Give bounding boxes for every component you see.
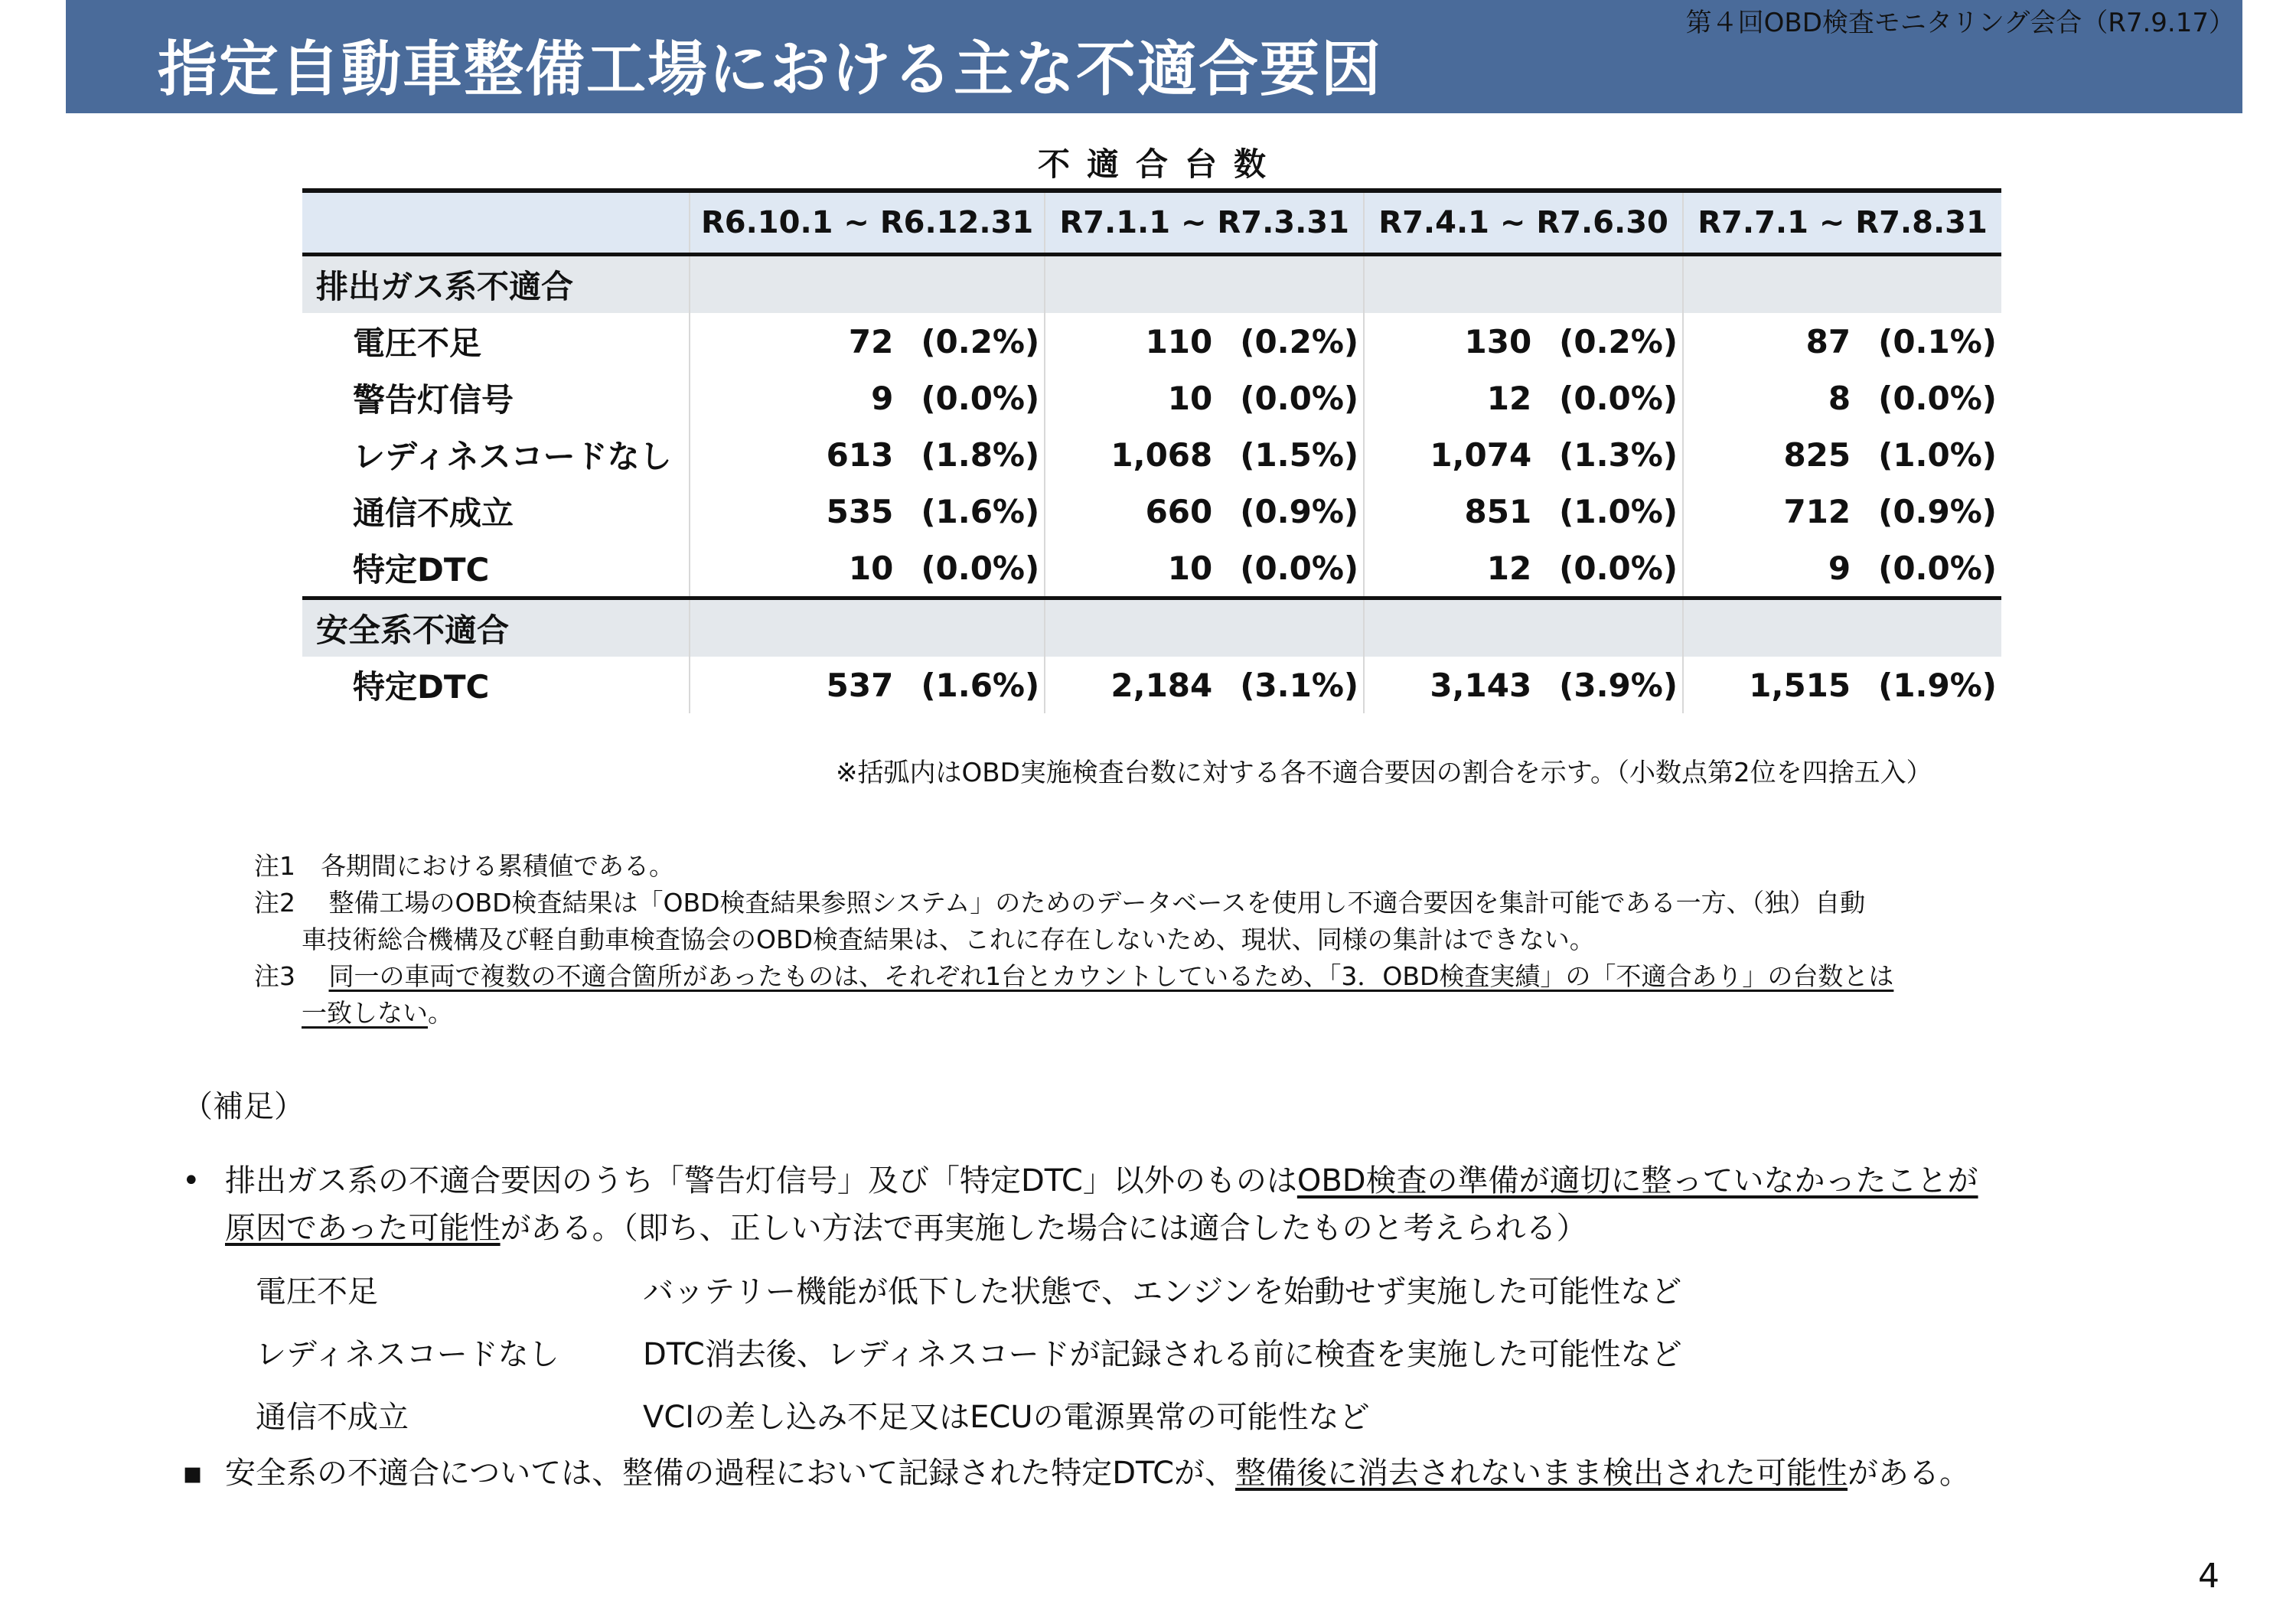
count-value: 10 bbox=[1167, 379, 1213, 417]
count-value: 851 bbox=[1464, 492, 1532, 530]
note-3-end: 。 bbox=[428, 998, 453, 1028]
count-value: 535 bbox=[826, 492, 894, 530]
detail-term: 通信不成立 bbox=[256, 1400, 409, 1435]
percent-value: (1.0%) bbox=[1878, 435, 1997, 474]
detail-description: バッテリー機能が低下した状態で、エンジンを始動せず実施した可能性など bbox=[643, 1274, 1682, 1309]
meeting-label: 第４回OBD検査モニタリング会合（R7.9.17） bbox=[1685, 8, 2235, 38]
bullet-2-text: 安全系の不適合については、整備の過程において記録された特定DTCが、 bbox=[225, 1456, 1236, 1491]
table-cell bbox=[1683, 426, 2001, 483]
percent-value: (3.1%) bbox=[1240, 666, 1359, 704]
bullet-icon: • bbox=[182, 1163, 201, 1198]
table-cell bbox=[1045, 313, 1364, 370]
row-label: 警告灯信号 bbox=[353, 381, 514, 419]
empty-cell bbox=[1683, 255, 2001, 314]
percent-value: (1.0%) bbox=[1559, 492, 1678, 530]
row-label: 特定DTC bbox=[353, 668, 490, 706]
table-row bbox=[302, 540, 2001, 598]
count-value: 712 bbox=[1783, 492, 1851, 530]
count-value: 9 bbox=[1828, 549, 1851, 587]
percent-value: (0.2%) bbox=[1559, 322, 1678, 360]
count-value: 613 bbox=[826, 435, 894, 474]
detail-description: VCIの差し込み不足又はECUの電源異常の可能性など bbox=[643, 1400, 1370, 1435]
notes-block bbox=[254, 848, 1893, 1032]
count-value: 1,515 bbox=[1749, 666, 1851, 704]
row-label: 特定DTC bbox=[353, 551, 490, 589]
table-cell bbox=[690, 426, 1045, 483]
nonconformity-table bbox=[302, 188, 2001, 713]
table-cell bbox=[1364, 426, 1683, 483]
bullet-1-emphasis: OBD検査の準備が適切に整っていなかったことが bbox=[1296, 1163, 1978, 1198]
period-header: R6.10.1 ~ R6.12.31 bbox=[690, 191, 1045, 255]
note-3-line-1 bbox=[254, 958, 1893, 995]
table-row bbox=[302, 657, 2001, 713]
empty-cell bbox=[1045, 255, 1364, 314]
supplement-heading: （補足） bbox=[182, 1089, 305, 1124]
percent-value: (1.6%) bbox=[921, 492, 1040, 530]
empty-cell bbox=[1364, 598, 1683, 657]
table-cell bbox=[1045, 657, 1364, 713]
empty-cell bbox=[690, 255, 1045, 314]
detail-description: DTC消去後、レディネスコードが記録される前に検査を実施した可能性など bbox=[643, 1337, 1682, 1372]
table-row bbox=[302, 483, 2001, 540]
count-value: 2,184 bbox=[1110, 666, 1213, 704]
empty-cell bbox=[690, 598, 1045, 657]
section-row bbox=[302, 598, 2001, 657]
empty-cell bbox=[1045, 598, 1364, 657]
table-cell bbox=[690, 370, 1045, 426]
count-value: 3,143 bbox=[1430, 666, 1532, 704]
table-cell bbox=[690, 313, 1045, 370]
count-value: 1,068 bbox=[1110, 435, 1213, 474]
percent-value: (0.9%) bbox=[1878, 492, 1997, 530]
note-3-prefix: 注3 bbox=[254, 961, 329, 991]
count-value: 537 bbox=[826, 666, 894, 704]
table-cell bbox=[1683, 657, 2001, 713]
count-value: 72 bbox=[848, 322, 894, 360]
percent-value: (1.9%) bbox=[1878, 666, 1997, 704]
bullet-2-emphasis: 整備後に消去されないまま検出された可能性 bbox=[1235, 1456, 1848, 1491]
table-cell bbox=[1364, 540, 1683, 598]
table-cell bbox=[1364, 483, 1683, 540]
table-cell bbox=[1045, 483, 1364, 540]
bullet-1-line-2 bbox=[225, 1205, 1978, 1252]
bullet-1-body bbox=[225, 1157, 1978, 1252]
percent-value: (3.9%) bbox=[1559, 666, 1678, 704]
count-value: 130 bbox=[1464, 322, 1532, 360]
table-cell bbox=[1683, 540, 2001, 598]
page-number: 4 bbox=[2198, 1557, 2219, 1596]
detail-term: 電圧不足 bbox=[256, 1274, 378, 1309]
table-cell bbox=[1045, 540, 1364, 598]
percent-value: (0.2%) bbox=[921, 322, 1040, 360]
row-label: 通信不成立 bbox=[353, 494, 514, 532]
percent-value: (0.0%) bbox=[1240, 549, 1359, 587]
table-cell bbox=[1045, 426, 1364, 483]
percent-value: (0.0%) bbox=[1559, 549, 1678, 587]
page-title: 指定自動車整備工場における主な不適合要因 bbox=[158, 35, 1383, 104]
note-3-line-2 bbox=[254, 995, 1893, 1032]
table-cell bbox=[1683, 370, 2001, 426]
empty-cell bbox=[1364, 255, 1683, 314]
note-3-underlined-text: 一致しない bbox=[302, 998, 428, 1028]
bullet-1-line-1 bbox=[225, 1157, 1978, 1205]
count-value: 10 bbox=[1167, 549, 1213, 587]
note-3-underlined-text: 同一の車両で複数の不適合箇所があったものは、それぞれ1台とカウントしているため、「3．OBD検査実績」の「不適合あり」の台数とは bbox=[328, 961, 1894, 991]
period-header: R7.4.1 ~ R7.6.30 bbox=[1364, 191, 1683, 255]
table-cell bbox=[1364, 657, 1683, 713]
note-2-line-2-text: 車技術総合機構及び軽自動車検査協会のOBD検査結果は、これに存在しないため、現状、同様の集計はできない。 bbox=[302, 925, 1595, 954]
period-header: R7.1.1 ~ R7.3.31 bbox=[1045, 191, 1364, 255]
count-value: 12 bbox=[1486, 549, 1532, 587]
table-cell bbox=[1683, 313, 2001, 370]
empty-cell bbox=[1683, 598, 2001, 657]
section-name: 安全系不適合 bbox=[302, 598, 690, 657]
table-row bbox=[302, 426, 2001, 483]
count-value: 9 bbox=[871, 379, 894, 417]
count-value: 110 bbox=[1145, 322, 1213, 360]
table-cell bbox=[1364, 370, 1683, 426]
percent-value: (0.0%) bbox=[1878, 549, 1997, 587]
row-label: 電圧不足 bbox=[353, 324, 482, 362]
detail-term: レディネスコードなし bbox=[256, 1337, 559, 1372]
percent-value: (1.6%) bbox=[921, 666, 1040, 704]
count-value: 10 bbox=[848, 549, 894, 587]
count-value: 660 bbox=[1145, 492, 1213, 530]
bullet-1-text: がある。（即ち、正しい方法で再実施した場合には適合したものと考えられる） bbox=[500, 1211, 1587, 1246]
section-row bbox=[302, 255, 2001, 314]
period-header: R7.7.1 ~ R7.8.31 bbox=[1683, 191, 2001, 255]
count-value: 87 bbox=[1805, 322, 1851, 360]
table-cell bbox=[690, 540, 1045, 598]
percent-value: (0.0%) bbox=[921, 379, 1040, 417]
count-value: 8 bbox=[1828, 379, 1851, 417]
section-name: 排出ガス系不適合 bbox=[302, 255, 690, 314]
note-2-line-2 bbox=[254, 921, 1893, 958]
table-caption: 不適合台数 bbox=[1038, 145, 1283, 183]
percent-value: (0.0%) bbox=[1240, 379, 1359, 417]
table-corner-cell bbox=[302, 191, 690, 255]
bullet-1-text: 排出ガス系の不適合要因のうち「警告灯信号」及び「特定DTC」以外のものは bbox=[225, 1163, 1297, 1198]
percent-value: (1.5%) bbox=[1240, 435, 1359, 474]
percent-value: (1.3%) bbox=[1559, 435, 1678, 474]
percent-value: (1.8%) bbox=[921, 435, 1040, 474]
percent-value: (0.0%) bbox=[1878, 379, 1997, 417]
percent-value: (0.1%) bbox=[1878, 322, 1997, 360]
row-label: レディネスコードなし bbox=[353, 438, 672, 475]
table-cell bbox=[1683, 483, 2001, 540]
count-value: 825 bbox=[1783, 435, 1851, 474]
table-row bbox=[302, 313, 2001, 370]
bullet-2-body bbox=[225, 1450, 1970, 1497]
square-bullet-icon: ▪ bbox=[182, 1456, 204, 1491]
table-cell bbox=[1045, 370, 1364, 426]
percent-value: (0.9%) bbox=[1240, 492, 1359, 530]
percent-value: (0.2%) bbox=[1240, 322, 1359, 360]
percent-value: (0.0%) bbox=[1559, 379, 1678, 417]
table-cell bbox=[1364, 313, 1683, 370]
table-cell bbox=[690, 657, 1045, 713]
table-row bbox=[302, 370, 2001, 426]
bullet-1-emphasis: 原因であった可能性 bbox=[225, 1211, 501, 1246]
count-value: 1,074 bbox=[1430, 435, 1532, 474]
table-header-row bbox=[302, 191, 2001, 255]
bullet-2-text: がある。 bbox=[1848, 1456, 1971, 1491]
percentage-footnote: ※括弧内はOBD実施検査台数に対する各不適合要因の割合を示す。（小数点第2位を四捨五入） bbox=[836, 758, 1932, 788]
note-1: 注1 各期間における累積値である。 bbox=[254, 851, 674, 881]
note-2-line-1: 注2 整備工場のOBD検査結果は「OBD検査結果参照システム」のためのデータベースを使用し不適合要因を集計可能である一方、（独）自動 bbox=[254, 888, 1866, 918]
percent-value: (0.0%) bbox=[921, 549, 1040, 587]
table-cell bbox=[690, 483, 1045, 540]
count-value: 12 bbox=[1486, 379, 1532, 417]
